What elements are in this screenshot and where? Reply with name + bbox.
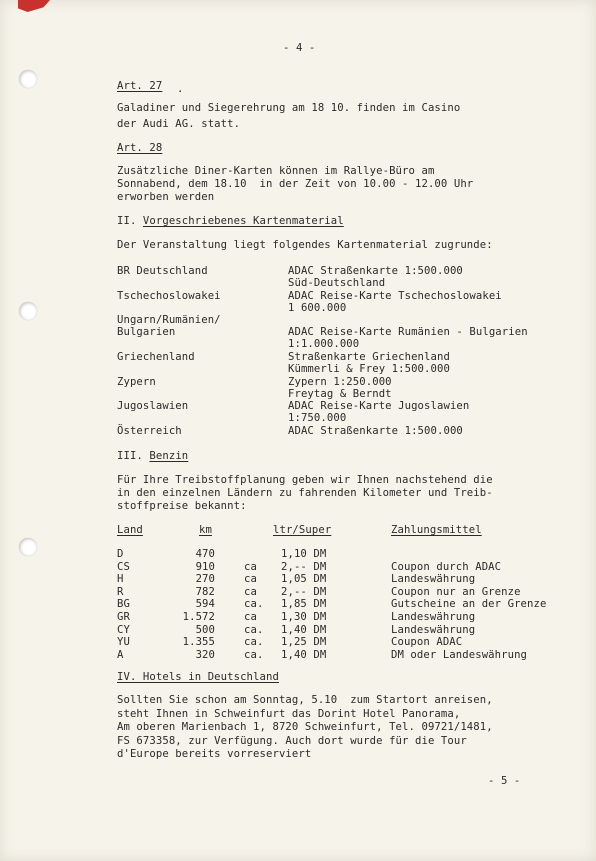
map-name: ADAC Reise-Karte Rumänien - Bulgarien bbox=[288, 326, 528, 338]
header-price: ltr/Super bbox=[273, 524, 332, 536]
fuel-land: YU bbox=[117, 636, 130, 648]
header-km: km bbox=[199, 524, 212, 536]
map-name: 1:1.000.000 bbox=[288, 338, 360, 350]
fuel-ca: ca bbox=[244, 586, 257, 598]
punch-hole-middle bbox=[19, 302, 37, 320]
header-land: Land bbox=[117, 524, 143, 536]
fuel-payment: Landeswährung bbox=[391, 573, 476, 585]
map-country: Zypern bbox=[117, 376, 156, 388]
fuel-land: BG bbox=[117, 598, 130, 610]
punch-hole-bottom bbox=[19, 538, 37, 556]
fuel-land: A bbox=[117, 649, 124, 661]
fuel-km: 270 bbox=[195, 573, 215, 585]
map-name: Süd-Deutschland bbox=[288, 277, 386, 289]
fuel-price: 1,30 DM bbox=[281, 611, 327, 623]
map-country: Griechenland bbox=[117, 351, 195, 363]
fuel-payment: Coupon durch ADAC bbox=[391, 561, 502, 573]
page-number: - 4 - bbox=[283, 42, 316, 54]
fuel-payment: Landeswährung bbox=[391, 611, 476, 623]
fuel-price: 1,10 DM bbox=[281, 548, 327, 560]
section3-number: III. bbox=[117, 450, 143, 462]
fuel-km: 500 bbox=[195, 624, 215, 636]
map-name: ADAC Straßenkarte 1:500.000 bbox=[288, 265, 463, 277]
map-name: 1:750.000 bbox=[288, 412, 347, 424]
art27-line-1: Galadiner und Siegerehrung am 18 10. finden im Casino bbox=[117, 102, 461, 114]
section4-line-4: FS 673358, zur Verfügung. Auch dort wurde für die Tour bbox=[117, 735, 467, 747]
section4-line-2: steht Ihnen in Schweinfurt das Dorint Hotel Panorama, bbox=[117, 708, 461, 720]
map-country: BR Deutschland bbox=[117, 265, 208, 277]
fuel-payment: Coupon nur an Grenze bbox=[391, 586, 521, 598]
red-paper-mark bbox=[18, 0, 50, 12]
map-country: Jugoslawien bbox=[117, 400, 189, 412]
fuel-land: GR bbox=[117, 611, 130, 623]
fuel-payment: Landeswährung bbox=[391, 624, 476, 636]
fuel-km: 594 bbox=[195, 598, 215, 610]
fuel-km: 320 bbox=[195, 649, 215, 661]
fuel-land: R bbox=[117, 586, 124, 598]
fuel-price: 1,85 DM bbox=[281, 598, 327, 610]
fuel-ca: ca. bbox=[244, 624, 264, 636]
art27-dot: . bbox=[177, 83, 184, 95]
art27-heading: Art. 27 bbox=[117, 80, 163, 92]
fuel-land: D bbox=[117, 548, 124, 560]
fuel-price: 2,-- DM bbox=[281, 561, 327, 573]
section4-line-3: Am oberen Marienbach 1, 8720 Schweinfurt, Tel. 09721/1481, bbox=[117, 721, 493, 733]
punch-hole-top bbox=[19, 70, 37, 88]
section4-line-1: Sollten Sie schon am Sonntag, 5.10 zum Startort anreisen, bbox=[117, 694, 493, 706]
section3-intro-2: in den einzelnen Ländern zu fahrenden Kilometer und Treib- bbox=[117, 487, 493, 499]
fuel-ca: ca. bbox=[244, 636, 264, 648]
art28-line-1: Zusätzliche Diner-Karten können im Rallye-Büro am bbox=[117, 165, 435, 177]
map-name: Zypern 1:250.000 bbox=[288, 376, 392, 388]
fuel-land: CY bbox=[117, 624, 130, 636]
section4-line-5: d'Europe bereits vorreserviert bbox=[117, 748, 312, 760]
section2-heading bbox=[117, 215, 344, 227]
section3-title: Benzin bbox=[149, 450, 189, 462]
header-payment: Zahlungsmittel bbox=[391, 524, 482, 536]
section3-intro-1: Für Ihre Treibstoffplanung geben wir Ihnen nachstehend die bbox=[117, 474, 493, 486]
fuel-price: 2,-- DM bbox=[281, 586, 327, 598]
fuel-ca: ca bbox=[244, 573, 257, 585]
fuel-ca: ca bbox=[244, 611, 257, 623]
fuel-km: 782 bbox=[195, 586, 215, 598]
map-name: ADAC Reise-Karte Jugoslawien bbox=[288, 400, 470, 412]
map-name: 1 600.000 bbox=[288, 302, 347, 314]
fuel-price: 1,25 DM bbox=[281, 636, 327, 648]
art28-line-2: Sonnabend, dem 18.10 in der Zeit von 10.00 - 12.00 Uhr bbox=[117, 178, 474, 190]
fuel-ca: ca bbox=[244, 561, 257, 573]
section2-title: Vorgeschriebenes Kartenmaterial bbox=[142, 215, 344, 227]
fuel-price: 1,05 DM bbox=[281, 573, 327, 585]
map-name: Freytag & Berndt bbox=[288, 388, 392, 400]
fuel-payment: DM oder Landeswährung bbox=[391, 649, 528, 661]
section2-number: II. bbox=[117, 215, 137, 227]
map-country: Ungarn/Rumänien/ bbox=[117, 314, 221, 326]
map-name: ADAC Reise-Karte Tschechoslowakei bbox=[288, 290, 502, 302]
fuel-ca: ca. bbox=[244, 649, 264, 661]
fuel-km: 1.355 bbox=[182, 636, 215, 648]
art27-line-2: der Audi AG. statt. bbox=[117, 118, 241, 130]
map-name: ADAC Straßenkarte 1:500.000 bbox=[288, 425, 463, 437]
section4-heading: IV. Hotels in Deutschland bbox=[117, 671, 279, 683]
fuel-payment: Coupon ADAC bbox=[391, 636, 463, 648]
fuel-ca: ca. bbox=[244, 598, 264, 610]
next-page-marker: - 5 - bbox=[488, 775, 521, 787]
map-country: Österreich bbox=[117, 425, 182, 437]
fuel-land: H bbox=[117, 573, 124, 585]
fuel-price: 1,40 DM bbox=[281, 649, 327, 661]
section2-intro: Der Veranstaltung liegt folgendes Kartenmaterial zugrunde: bbox=[117, 239, 493, 251]
map-country: Tschechoslowakei bbox=[117, 290, 221, 302]
art28-line-3: erworben werden bbox=[117, 191, 215, 203]
fuel-km: 1.572 bbox=[182, 611, 215, 623]
art28-heading: Art. 28 bbox=[117, 142, 163, 154]
fuel-land: CS bbox=[117, 561, 130, 573]
fuel-payment: Gutscheine an der Grenze bbox=[391, 598, 547, 610]
section3-intro-3: stoffpreise bekannt: bbox=[117, 500, 247, 512]
map-country: Bulgarien bbox=[117, 326, 176, 338]
fuel-km: 910 bbox=[195, 561, 215, 573]
fuel-price: 1,40 DM bbox=[281, 624, 327, 636]
map-name: Kümmerli & Frey 1:500.000 bbox=[288, 363, 450, 375]
map-name: Straßenkarte Griechenland bbox=[288, 351, 450, 363]
fuel-km: 470 bbox=[195, 548, 215, 560]
section3-heading bbox=[117, 450, 188, 462]
